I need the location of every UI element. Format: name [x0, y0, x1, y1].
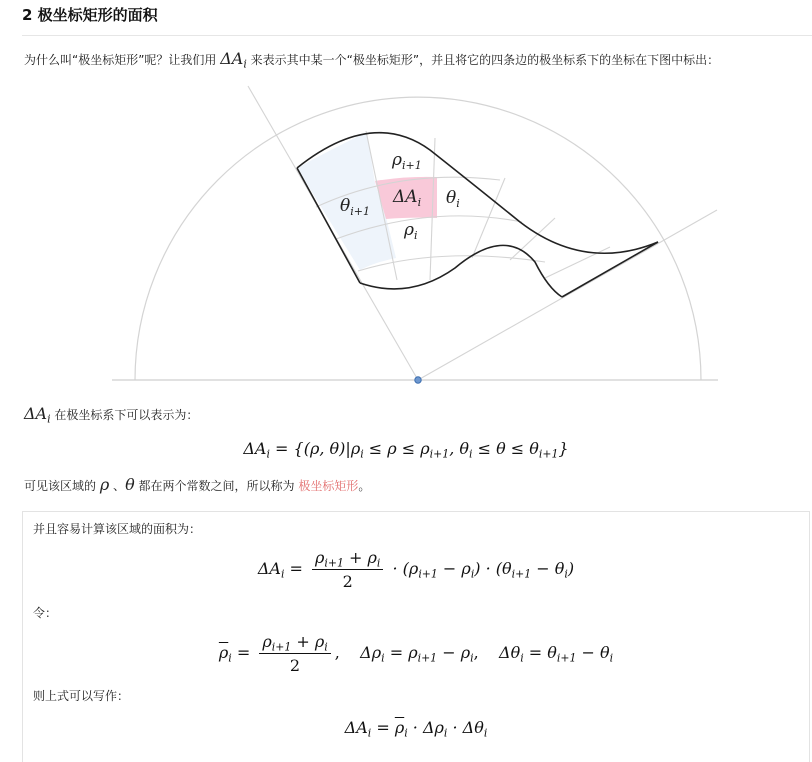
label-rho-i: $\rho_i$: [404, 220, 418, 242]
section-title: 2 极坐标矩形的面积: [22, 6, 158, 24]
intro-text-after: 来表示其中某一个“极坐标矩形”，并且将它的四条边的极坐标系下的坐标在下图中标出：: [246, 53, 720, 67]
intro-symbol: $\Delta A_i$: [220, 49, 247, 71]
set-equation: $\Delta A_i = \{(\rho$, $\theta)|\rho_i \le \rho \le \rho_{i+1}$, $\theta_i \le \theta \le \theta_{i+1}$}: [243, 439, 569, 461]
area-fraction: $\frac{\rho_{i+1} + \rho_i}{2}$: [312, 548, 383, 591]
box-line-3: 则上式可以写作：: [33, 689, 130, 703]
ray-right: [418, 210, 717, 380]
origin-point: [415, 377, 421, 383]
intro-text-before: 为什么叫“极坐标矩形”呢？让我们用: [24, 53, 221, 67]
definitions-equation: $\overline{\rho}_i$ = $\frac{\rho_{i+1} + \rho_i}{2}$ , $\Delta\rho_i = \rho_{i+1} - \rho_i$, $\Delta\theta_i = \theta_{i+1} - \theta_i$: [218, 632, 614, 675]
polar-rectangle-link[interactable]: 极坐标矩形: [298, 479, 359, 493]
grid-ray-5: [545, 247, 610, 278]
definition-symbol: $\Delta A_i$: [24, 404, 51, 426]
area-equation: $\Delta A_i$ = $\frac{\rho_{i+1} + \rho_i}{2}$ · $(\rho_{i+1} - \rho_i) \cdot (\theta_{i+1} - \theta_i)$: [257, 548, 575, 591]
simplified-equation: $\Delta A_i = \overline{\rho}_i \cdot \Delta\rho_i \cdot \Delta\theta_i$: [344, 718, 488, 740]
mean-rho-fraction: $\frac{\rho_{i+1} + \rho_i}{2}$: [259, 632, 330, 675]
outer-semicircle: [135, 97, 701, 380]
label-theta-next: $\theta_{i+1}$: [340, 196, 370, 218]
area-derivation-box: [22, 511, 810, 762]
definition-line: $\Delta A_i$ 在极坐标系下可以表示为：: [24, 404, 199, 426]
box-line-2: 令：: [33, 606, 58, 620]
label-rho-next: $\rho_{i+1}$: [392, 150, 422, 172]
region-line: 可见该区域的 ρ 、θ 都在两个常数之间，所以称为 极坐标矩形。: [24, 475, 371, 494]
label-theta-i: $\theta_i$: [446, 188, 460, 210]
box-line-1: 并且容易计算该区域的面积为：: [33, 522, 202, 536]
label-delta-a: $\Delta A_i$: [393, 187, 422, 209]
